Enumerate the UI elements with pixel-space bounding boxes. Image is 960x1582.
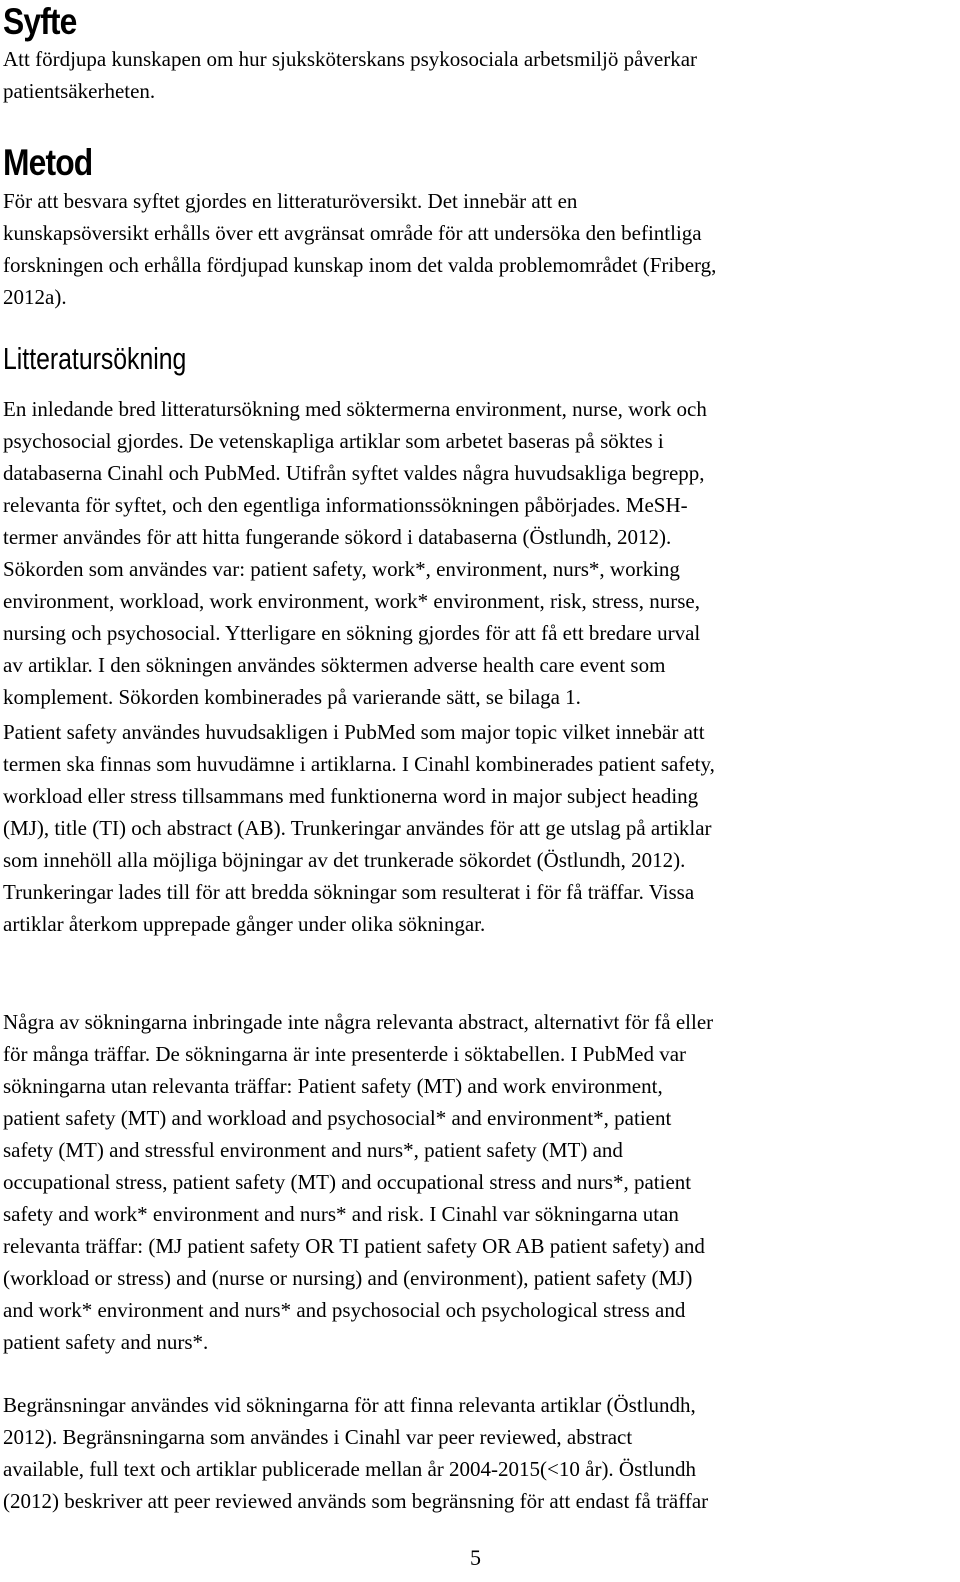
paragraph-litteratursokning-2	[3, 716, 953, 940]
text-line: komplement. Sökorden kombinerades på varierande sätt, se bilaga 1.	[3, 685, 581, 709]
text-line: En inledande bred litteratursökning med söktermerna environment, nurse, work och	[3, 397, 707, 421]
text-line: 2012a).	[3, 285, 67, 309]
heading-syfte: Syfte	[3, 1, 77, 42]
text-line: Patient safety användes huvudsakligen i PubMed som major topic vilket innebär att	[3, 720, 705, 744]
text-line: psychosocial gjordes. De vetenskapliga artiklar som arbetet baseras på söktes i	[3, 429, 664, 453]
text-line: nursing och psychosocial. Ytterligare en sökning gjordes för att få ett bredare urval	[3, 621, 701, 645]
text-line: artiklar återkom upprepade gånger under olika sökningar.	[3, 912, 486, 936]
text-line: termer användes för att hitta fungerande sökord i databaserna (Östlundh, 2012).	[3, 525, 672, 549]
text-line: av artiklar. I den sökningen användes söktermen adverse health care event som	[3, 653, 666, 677]
text-line: occupational stress, patient safety (MT) and occupational stress and nurs*, patient	[3, 1170, 692, 1194]
text-line: (MJ), title (TI) och abstract (AB). Trunkeringar användes för att ge utslag på artiklar	[3, 816, 712, 840]
text-line: För att besvara syftet gjordes en litteraturöversikt. Det innebär att en	[3, 189, 578, 213]
text-line: patient safety and nurs*.	[3, 1330, 209, 1354]
text-line: 2012). Begränsningarna som användes i Cinahl var peer reviewed, abstract	[3, 1425, 633, 1449]
paragraph-metod	[3, 185, 953, 313]
text-line: safety (MT) and stressful environment and nurs*, patient safety (MT) and	[3, 1138, 623, 1162]
text-line: kunskapsöversikt erhålls över ett avgränsat område för att undersöka den befintliga	[3, 221, 702, 245]
text-line: Sökorden som användes var: patient safety, work*, environment, nurs*, working	[3, 557, 680, 581]
text-line: termen ska finnas som huvudämne i artiklarna. I Cinahl kombinerades patient safety,	[3, 752, 715, 776]
text-line: som innehöll alla möjliga böjningar av det trunkerade sökordet (Östlundh, 2012).	[3, 848, 686, 872]
heading-litteratursokning: Litteratursökning	[3, 341, 187, 376]
text-line: (workload or stress) and (nurse or nursing) and (environment), patient safety (MJ)	[3, 1266, 693, 1290]
text-line: sökningarna utan relevanta träffar: Patient safety (MT) and work environment,	[3, 1074, 663, 1098]
text-line: patientsäkerheten.	[3, 79, 156, 103]
page-number: 5	[470, 1545, 481, 1570]
text-line: and work* environment and nurs* and psychosocial och psychological stress and	[3, 1298, 686, 1322]
text-line: patient safety (MT) and workload and psychosocial* and environment*, patient	[3, 1106, 672, 1130]
text-line: workload eller stress tillsammans med funktionerna word in major subject heading	[3, 784, 699, 808]
paragraph-litteratursokning-3	[3, 1006, 953, 1358]
text-line: available, full text och artiklar publicerade mellan år 2004-2015(<10 år). Östlundh	[3, 1457, 696, 1481]
text-line: (2012) beskriver att peer reviewed används som begränsning för att endast få träffar	[3, 1489, 709, 1513]
text-line: relevanta för syftet, och den egentliga informationssökningen påbörjades. MeSH-	[3, 493, 688, 517]
text-line: forskningen och erhålla fördjupad kunskap inom det valda problemområdet (Friberg,	[3, 253, 717, 277]
text-line: databaserna Cinahl och PubMed. Utifrån syftet valdes några huvudsakliga begrepp,	[3, 461, 705, 485]
heading-metod: Metod	[3, 142, 93, 183]
paragraph-litteratursokning-1	[3, 393, 953, 713]
text-line: Några av sökningarna inbringade inte några relevanta abstract, alternativt för få eller	[3, 1010, 714, 1034]
paragraph-syfte	[3, 43, 953, 107]
text-line: för många träffar. De sökningarna är inte presenterde i söktabellen. I PubMed var	[3, 1042, 687, 1066]
text-line: Trunkeringar lades till för att bredda sökningar som resulterat i för få träffar. Vissa	[3, 880, 695, 904]
text-line: Begränsningar användes vid sökningarna för att finna relevanta artiklar (Östlundh,	[3, 1393, 696, 1417]
text-line: Att fördjupa kunskapen om hur sjuksköterskans psykosociala arbetsmiljö påverkar	[3, 47, 698, 71]
text-line: safety and work* environment and nurs* and risk. I Cinahl var sökningarna utan	[3, 1202, 679, 1226]
text-line: relevanta träffar: (MJ patient safety OR TI patient safety OR AB patient safety) and	[3, 1234, 705, 1258]
paragraph-litteratursokning-4	[3, 1389, 953, 1517]
text-line: environment, workload, work environment, work* environment, risk, stress, nurse,	[3, 589, 700, 613]
